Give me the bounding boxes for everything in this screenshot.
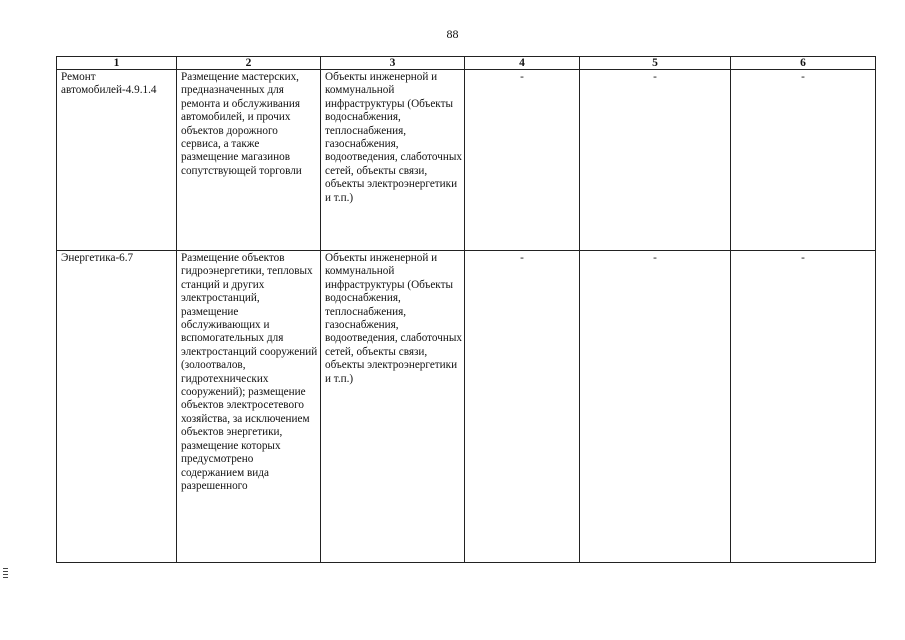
row-use-type <box>57 251 177 563</box>
row-col4-value: - <box>465 251 580 563</box>
row-col5-value: - <box>580 251 731 563</box>
cell-text: Энергетика-6.7 <box>61 252 134 264</box>
row-col6-value: - <box>731 251 876 563</box>
column-header-4: 4 <box>465 57 580 70</box>
cell-text: Ремонт автомобилей-4.9.1.4 <box>61 71 157 97</box>
column-header-6: 6 <box>731 57 876 70</box>
cell-text: Размещение мастерских, предназначенных для ремонта и обслуживания автомобилей, и прочих объектов дорожного сервиса, а также размещение магазинов сопутствующей торговли <box>181 71 302 177</box>
land-use-table <box>56 56 876 563</box>
table-row <box>57 251 876 563</box>
table-row <box>57 70 876 251</box>
row-infrastructure <box>321 70 465 251</box>
column-header-3: 3 <box>321 57 465 70</box>
margin-mark <box>3 568 8 580</box>
column-header-2: 2 <box>177 57 321 70</box>
cell-text: Объекты инженерной и коммунальной инфраструктуры (Объекты водоснабжения, теплоснабжения, газоснабжения, водоотведения, слаботочных сетей, объекты связи, объекты электроэнергетики и т.п.) <box>325 71 462 204</box>
page-number: 88 <box>446 27 459 41</box>
column-header-5: 5 <box>580 57 731 70</box>
row-col6-value: - <box>731 70 876 251</box>
cell-text: Объекты инженерной и коммунальной инфраструктуры (Объекты водоснабжения, теплоснабжения, газоснабжения, водоотведения, слаботочных сетей, объекты связи, объекты электроэнергетики и т.п.) <box>325 252 462 385</box>
row-infrastructure <box>321 251 465 563</box>
row-description <box>177 70 321 251</box>
row-use-type <box>57 70 177 251</box>
column-header-1: 1 <box>57 57 177 70</box>
row-col4-value: - <box>465 70 580 251</box>
row-description <box>177 251 321 563</box>
row-col5-value: - <box>580 70 731 251</box>
table-header-row <box>57 57 876 70</box>
cell-text: Размещение объектов гидроэнергетики, тепловых станций и других электростанций, размещение обслуживающих и вспомогательных для электростанций сооружений (золоотвалов, гидротехнических сооружений); размещение объектов электросетевого хозяйства, за исключением объектов энергетики, размещение которых предусмотрено содержанием вида разрешенного <box>181 252 318 492</box>
